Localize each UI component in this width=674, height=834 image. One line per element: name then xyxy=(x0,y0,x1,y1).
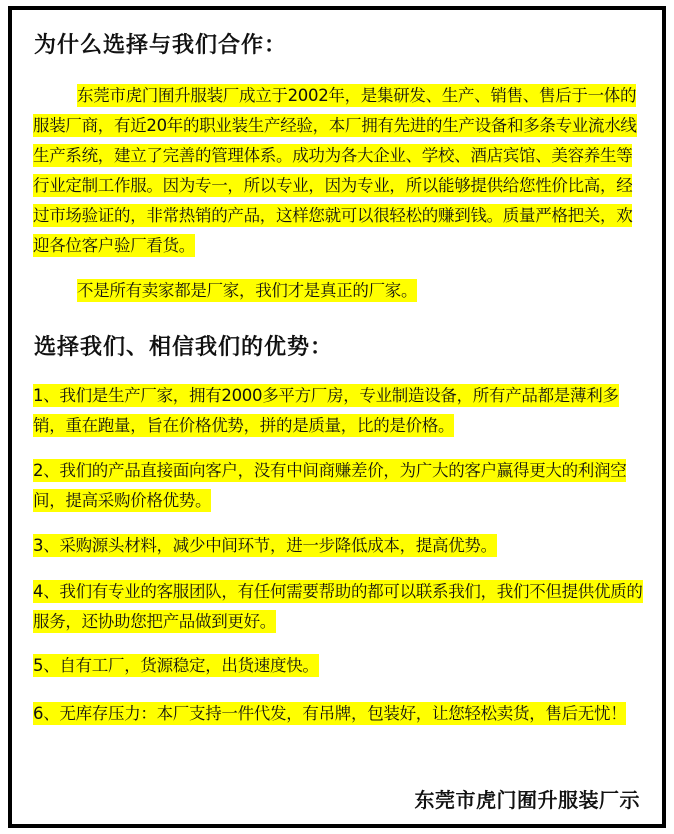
advantages-heading: 选择我们、相信我们的优势： xyxy=(34,335,334,360)
advantage-item-text: 3、采购源头材料，减少中间环节，进一步降低成本，提高优势。 xyxy=(33,536,497,555)
company-intro-paragraph xyxy=(33,81,645,261)
advantage-item-text: 1、我们是生产厂家，拥有2000多平方厂房，专业制造设备，所有产品都是薄利多销，重在跑量，旨在价格优势，拼的是质量，比的是价格。 xyxy=(33,386,619,435)
advantage-item-6 xyxy=(33,699,645,729)
advantage-item-text: 4、我们有专业的客服团队，有任何需要帮助的都可以联系我们，我们不但提供优质的服务，还协助您把产品做到更好。 xyxy=(33,582,643,631)
advantage-item-text: 2、我们的产品直接面向客户，没有中间商赚差价，为广大的客户赢得更大的利润空间，提高采购价格优势。 xyxy=(33,461,627,510)
company-signature: 东莞市虎门囿升服装厂示 xyxy=(414,788,640,812)
advantage-item-1 xyxy=(33,381,645,441)
advantage-item-text: 6、无库存压力：本厂支持一件代发，有吊牌，包装好，让您轻松卖货，售后无忧！ xyxy=(33,704,627,723)
advantage-item-5 xyxy=(33,651,645,681)
advantage-item-3 xyxy=(33,531,645,561)
advantage-item-4 xyxy=(33,577,645,637)
advantage-item-2 xyxy=(33,456,645,516)
advantage-item-text: 5、自有工厂，货源稳定，出货速度快。 xyxy=(33,656,319,675)
slogan-text: 不是所有卖家都是厂家，我们才是真正的厂家。 xyxy=(77,281,418,300)
slogan-paragraph xyxy=(33,276,645,306)
company-intro-text: 东莞市虎门囿升服装厂成立于2002年，是集研发、生产、销售、售后于一体的服装厂商，有近20年的职业装生产经验，本厂拥有先进的生产设备和多条专业流水线生产系统，建立了完善的管理体系。成功为各大企业、学校、酒店宾馆、美容养生等行业定制工作服。因为专一，所以专业，因为专业，所以能够提供给您性价比高，经过市场验证的，非常热销的产品，这样您就可以很轻松的赚到钱。质量严格把关，欢迎各位客户验厂看货。 xyxy=(33,86,637,255)
why-choose-us-heading: 为什么选择与我们合作： xyxy=(34,33,288,58)
